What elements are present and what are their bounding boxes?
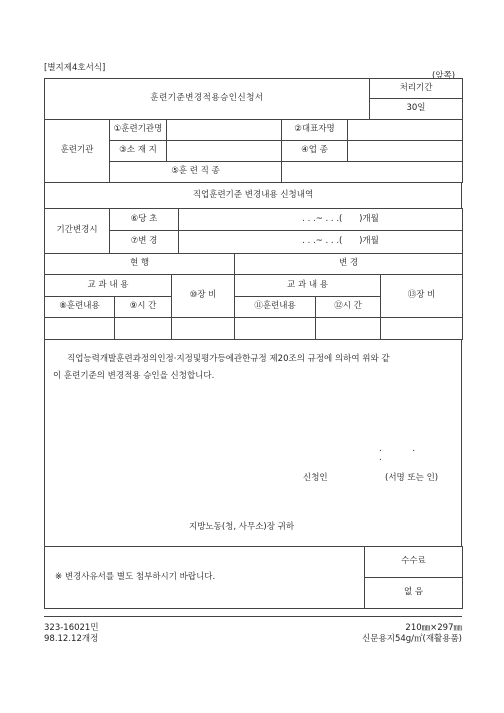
current-content-label: ⑧훈련내용 <box>45 297 115 318</box>
training-job-label: ⑤훈 련 직 종 <box>110 162 282 183</box>
changed-content-field[interactable] <box>235 318 316 340</box>
business-type-field[interactable] <box>348 141 463 162</box>
application-date[interactable]: . . . <box>379 444 430 464</box>
original-date-range: . . .~ . . .( <box>302 213 343 224</box>
address-label: ③소 재 지 <box>110 141 167 162</box>
paper-size: 210㎜×297㎜ <box>405 623 462 633</box>
processing-period-label: 처리기간 <box>370 79 463 99</box>
original-period-label: ⑥당 초 <box>110 209 179 231</box>
revision-date: 98.12.12개정 <box>44 634 99 644</box>
original-months-unit: )개월 <box>359 213 379 224</box>
changed-period-field[interactable] <box>179 231 463 254</box>
fee-value: 없 음 <box>365 578 463 609</box>
current-equipment-field[interactable] <box>172 318 235 340</box>
original-period-field[interactable] <box>179 209 463 231</box>
statement-line-2: 이 훈련기준의 변경적용 승인을 신청합니다. <box>53 371 215 381</box>
form-number: [별지제4호서식] <box>44 63 106 73</box>
attachment-note: ※ 변경사유서를 별도 첨부하시기 바랍니다. <box>45 547 365 609</box>
processing-period-value: 30일 <box>370 99 463 120</box>
period-change-label: 기간변경시 <box>45 209 110 254</box>
recipient: 지방노동(청, 사무소)장 귀하 <box>189 522 295 532</box>
statement-line-1: 직업능력개발훈련과정의인정·지정및평가등에관한규정 제20조의 규정에 의하여 위와 같 <box>67 354 390 364</box>
details-heading-table <box>44 182 462 209</box>
fee-label: 수수료 <box>365 547 463 578</box>
changed-months-unit: )개월 <box>359 236 379 247</box>
changed-time-field[interactable] <box>316 318 381 340</box>
current-content-field[interactable] <box>45 318 115 340</box>
footer-divider <box>44 616 462 617</box>
form-title: 훈련기준변경적용승인신청서 <box>45 79 370 120</box>
statement-area <box>45 340 462 547</box>
details-heading: 직업훈련기준 변경내용 신청내역 <box>45 183 462 209</box>
institution-name-field[interactable] <box>167 120 282 141</box>
representative-field[interactable] <box>348 120 463 141</box>
signature-field[interactable]: (서명 또는 인) <box>385 473 439 483</box>
institution-label: 훈련기관 <box>45 120 110 183</box>
changed-equipment-field[interactable] <box>381 318 463 340</box>
changed-time-label: ⑫시 간 <box>316 297 381 318</box>
form-code: 323-16021민 <box>44 623 99 633</box>
comparison-table <box>44 253 463 340</box>
address-field[interactable] <box>167 141 282 162</box>
current-heading: 현 행 <box>45 254 235 275</box>
changed-heading: 변 경 <box>235 254 463 275</box>
changed-curriculum-heading: 교 과 내 용 <box>235 275 381 297</box>
current-time-label: ⑨시 간 <box>115 297 172 318</box>
changed-equipment-label: ⑬장 비 <box>381 275 463 318</box>
institution-table <box>44 119 463 183</box>
side-label: (앞쪽) <box>432 71 456 81</box>
changed-date-range: . . .~ . . .( <box>302 236 343 247</box>
changed-period-label: ⑦변 경 <box>110 231 179 254</box>
current-curriculum-heading: 교 과 내 용 <box>45 275 172 297</box>
paper-type: 신문용지54g/㎡(재활용품) <box>362 634 462 644</box>
changed-content-label: ⑪훈련내용 <box>235 297 316 318</box>
applicant-label: 신청인 <box>303 473 328 483</box>
training-job-field[interactable] <box>282 162 463 183</box>
footer-table <box>44 546 463 609</box>
current-time-field[interactable] <box>115 318 172 340</box>
statement-table <box>44 339 462 547</box>
representative-label: ②대표자명 <box>282 120 348 141</box>
institution-name-label: ①훈련기관명 <box>110 120 167 141</box>
header-table <box>44 78 463 120</box>
business-type-label: ④업 종 <box>282 141 348 162</box>
period-table <box>44 208 463 254</box>
current-equipment-label: ⑩장 비 <box>172 275 235 318</box>
